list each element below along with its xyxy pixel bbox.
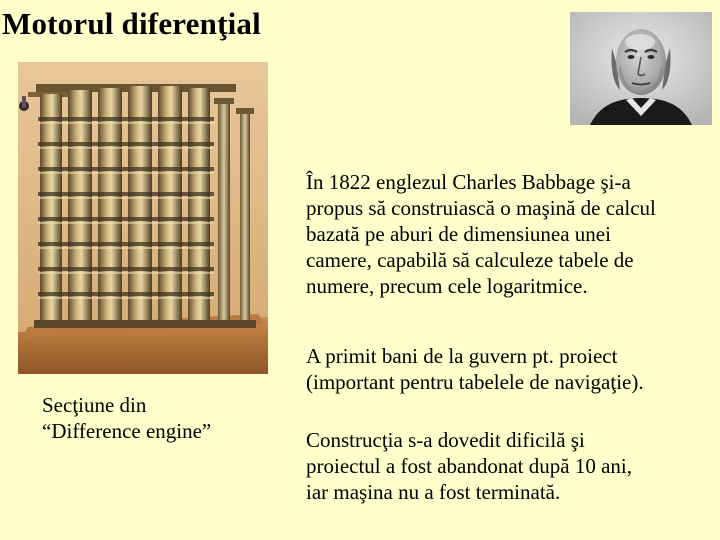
- paragraph-line: propus să construiască o maşină de calcul: [306, 196, 656, 220]
- babbage-portrait-image: [570, 12, 712, 125]
- slide-title: Motorul diferenţial: [2, 6, 261, 41]
- paragraph-line: proiectul a fost abandonat după 10 ani,: [306, 454, 632, 478]
- paragraph-line: Construcţia s-a dovedit dificilă şi: [306, 428, 585, 452]
- paragraph-government-funding: [306, 343, 644, 395]
- paragraph-babbage-proposal: [306, 169, 656, 299]
- paragraph-line: numere, precum cele logaritmice.: [306, 274, 588, 298]
- paragraph-line: A primit bani de la guvern pt. proiect: [306, 344, 618, 368]
- difference-engine-photo: [18, 62, 268, 374]
- paragraph-line: (important pentru tabelele de navigaţie).: [306, 370, 644, 394]
- caption-line: Secţiune din: [42, 393, 147, 417]
- paragraph-line: bazată pe aburi de dimensiunea unei: [306, 222, 611, 246]
- caption-line: “Difference engine”: [42, 419, 212, 443]
- image-caption: [42, 392, 211, 444]
- paragraph-line: iar maşina nu a fost terminată.: [306, 480, 561, 504]
- paragraph-project-abandoned: [306, 427, 632, 505]
- paragraph-line: camere, capabilă să calculeze tabele de: [306, 248, 634, 272]
- paragraph-line: În 1822 englezul Charles Babbage şi-a: [306, 170, 631, 194]
